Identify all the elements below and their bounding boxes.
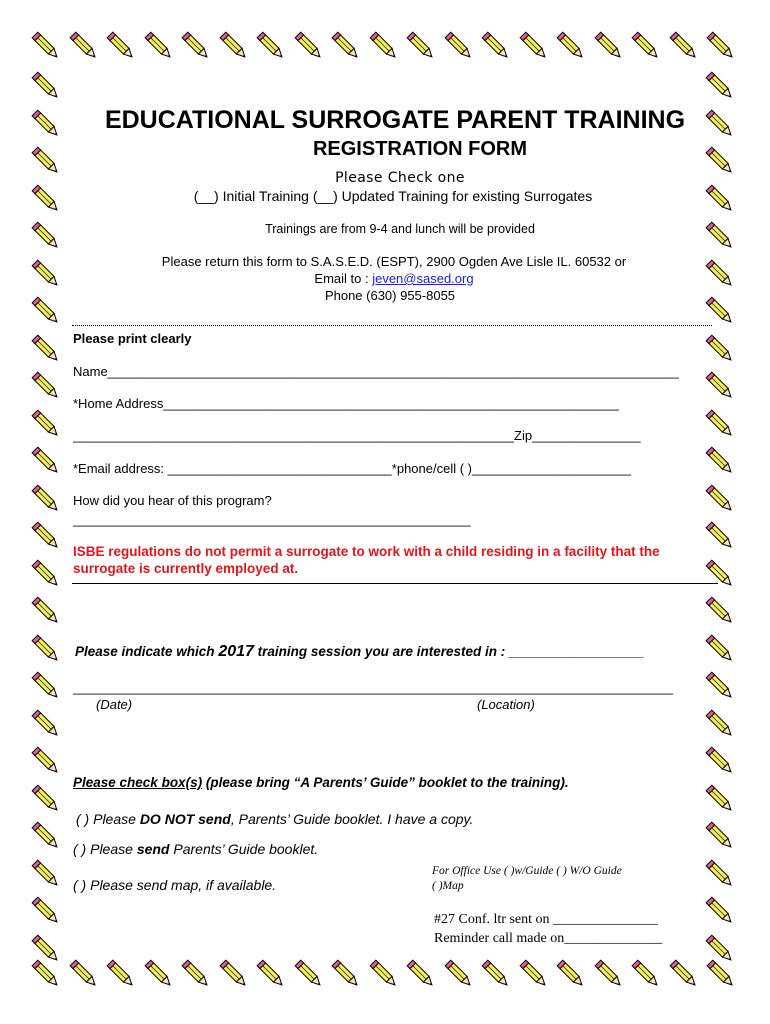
page-subtitle: REGISTRATION FORM <box>312 138 528 160</box>
page-title: EDUCATIONAL SURROGATE PARENT TRAINING <box>104 106 686 134</box>
pencil-icon <box>518 958 552 992</box>
pencil-icon <box>405 30 439 64</box>
pencil-icon <box>704 708 738 742</box>
pencil-icon <box>704 820 738 854</box>
pencil-icon <box>30 933 64 967</box>
email-prefix: Email to : <box>314 271 373 286</box>
pencil-icon <box>30 370 64 404</box>
pencil-icon <box>30 595 64 629</box>
pencil-icon <box>704 933 738 967</box>
pencil-icon <box>143 30 177 64</box>
office-use-line1: For Office Use ( )w/Guide ( ) W/O Guide <box>432 865 622 877</box>
pencil-icon <box>218 30 252 64</box>
home-address-field[interactable]: *Home Address_______________________________________________________________ <box>73 396 619 411</box>
pencil-icon <box>30 633 64 667</box>
print-clearly-label: Please print clearly <box>73 331 192 346</box>
pencil-icon <box>704 633 738 667</box>
pencil-icon <box>704 333 738 367</box>
pencil-icon <box>143 958 177 992</box>
pencil-icon <box>405 958 439 992</box>
pencil-icon <box>480 30 514 64</box>
name-field[interactable]: Name_______________________________________________________________________________ <box>73 364 679 379</box>
pencil-icon <box>443 30 477 64</box>
pencil-icon <box>218 958 252 992</box>
pencil-icon <box>704 895 738 929</box>
option-send[interactable]: ( ) Please send Parents’ Guide booklet. <box>73 841 319 857</box>
pencil-icon <box>704 745 738 779</box>
pencil-icon <box>704 445 738 479</box>
pencil-icon <box>293 30 327 64</box>
pencil-icon <box>443 958 477 992</box>
pencil-icon <box>180 958 214 992</box>
pencil-icon <box>368 958 402 992</box>
pencil-icon <box>330 958 364 992</box>
office-use-line2: ( )Map <box>432 880 464 892</box>
pencil-icon <box>30 30 64 64</box>
pencil-icon <box>105 30 139 64</box>
divider <box>72 325 712 326</box>
email-link[interactable]: jeven@sased.org <box>372 271 474 286</box>
pencil-icon <box>704 670 738 704</box>
pencil-icon <box>593 30 627 64</box>
pencil-icon <box>705 30 739 64</box>
pencil-icon <box>30 895 64 929</box>
date-label: (Date) <box>96 697 133 712</box>
pencil-icon <box>68 958 102 992</box>
pencil-icon <box>704 558 738 592</box>
pencil-icon <box>630 30 664 64</box>
pencil-icon <box>30 820 64 854</box>
pencil-icon <box>30 670 64 704</box>
pencil-icon <box>704 370 738 404</box>
pencil-icon <box>630 958 664 992</box>
pencil-icon <box>293 958 327 992</box>
conf-letter-line[interactable]: #27 Conf. ltr sent on _______________ <box>434 912 658 927</box>
pencil-icon <box>330 30 364 64</box>
pencil-icon <box>30 520 64 554</box>
pencil-icon <box>518 30 552 64</box>
location-label: (Location) <box>477 697 535 712</box>
hear-question: How did you hear of this program? <box>73 493 272 508</box>
pencil-icon <box>30 708 64 742</box>
pencil-icon <box>668 30 702 64</box>
pencil-icon <box>480 958 514 992</box>
pencil-icon <box>30 558 64 592</box>
pencil-icon <box>30 745 64 779</box>
check-boxes-heading: Please check box(s) (please bring “A Parents’ Guide” booklet to the training). <box>73 775 569 790</box>
option-send-map[interactable]: ( ) Please send map, if available. <box>73 877 277 893</box>
pencil-icon <box>555 958 589 992</box>
isbe-warning: ISBE regulations do not permit a surrogate to work with a child residing in a facility that the surrogate is currently employed at. <box>73 544 660 576</box>
session-question: Please indicate which 2017 training session you are interested in : __________________ <box>75 643 645 660</box>
zip-field[interactable]: _____________________________________________________________Zip_______________ <box>73 428 641 443</box>
pencil-icon <box>668 958 702 992</box>
return-instructions: Please return this form to S.A.S.E.D. (ESPT), 2900 Ogden Ave Lisle IL. 60532 or <box>161 254 627 269</box>
pencil-icon <box>30 483 64 517</box>
training-options[interactable]: (__) Initial Training (__) Updated Training for existing Surrogates <box>193 188 593 204</box>
pencil-icon <box>555 30 589 64</box>
pencil-icon <box>180 30 214 64</box>
pencil-icon <box>105 958 139 992</box>
pencil-icon <box>30 783 64 817</box>
pencil-icon <box>68 30 102 64</box>
pencil-icon <box>30 858 64 892</box>
pencil-icon <box>704 783 738 817</box>
pencil-icon <box>704 858 738 892</box>
session-blank[interactable]: ___________________________________________________________________________________ <box>73 680 674 695</box>
pencil-icon <box>593 958 627 992</box>
option-do-not-send[interactable]: ( ) Please DO NOT send, Parents’ Guide booklet. I have a copy. <box>76 811 474 827</box>
pencil-icon <box>704 408 738 442</box>
pencil-icon <box>30 70 64 104</box>
email-line <box>0 271 770 286</box>
phone-line: Phone (630) 955-8055 <box>324 288 456 303</box>
pencil-icon <box>704 483 738 517</box>
pencil-icon <box>255 30 289 64</box>
pencil-icon <box>704 595 738 629</box>
session-year: 2017 <box>218 643 254 660</box>
email-phone-field[interactable]: *Email address: _______________________________*phone/cell ( )______________________ <box>73 461 632 476</box>
hear-answer-field[interactable]: _______________________________________________________ <box>73 512 471 527</box>
pencil-icon <box>368 30 402 64</box>
pencil-icon <box>255 958 289 992</box>
reminder-line[interactable]: Reminder call made on______________ <box>434 931 663 946</box>
pencil-icon <box>30 445 64 479</box>
divider <box>72 583 718 584</box>
pencil-icon <box>704 520 738 554</box>
trainings-note: Trainings are from 9-4 and lunch will be provided <box>265 222 535 236</box>
pencil-icon <box>704 70 738 104</box>
check-one-label: Please Check one <box>335 170 465 186</box>
pencil-icon <box>30 408 64 442</box>
pencil-icon <box>30 333 64 367</box>
